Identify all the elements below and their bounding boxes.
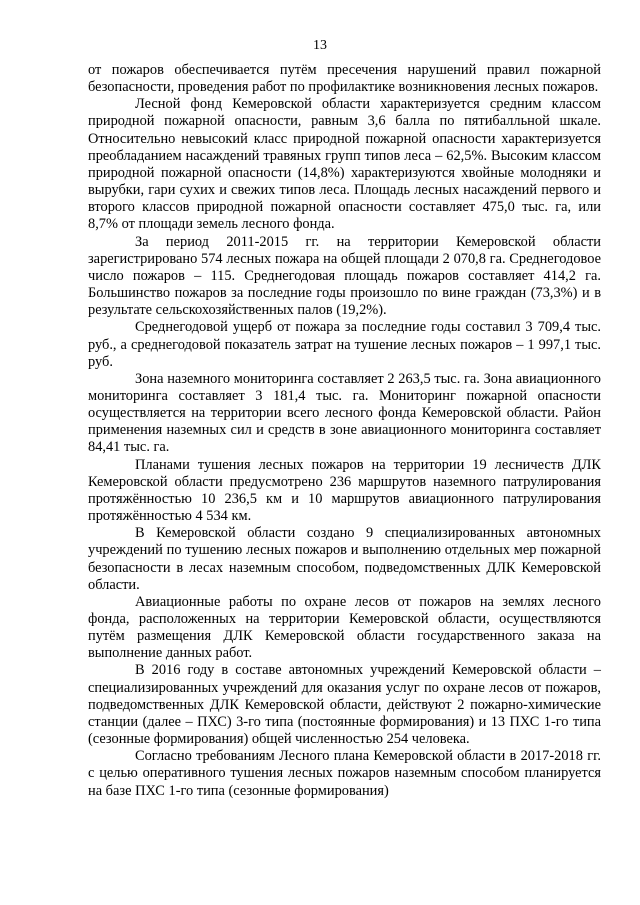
paragraph-1: от пожаров обеспечивается путём пресечения нарушений правил пожарной безопасности, проведения работ по профилактике возникновения лесных пожаров. [88,62,601,96]
paragraph-9: В 2016 году в составе автономных учреждений Кемеровской области – специализированных учреждений для оказания услуг по охране лесов от пожаров, подведомственных ДЛК Кемеровской области, действуют 2 пожарно-химические станции (далее – ПХС) 3-го типа (постоянные формирования) и 13 ПХС 1-го типа (сезонные формирования) общей численностью 254 человека. [88,662,601,748]
document-body [88,62,601,800]
paragraph-5: Зона наземного мониторинга составляет 2 263,5 тыс. га. Зона авиационного мониторинга составляет 3 181,4 тыс. га. Мониторинг пожарной опасности осуществляется на территории всего лесного фонда Кемеровской области. Район применения наземных сил и средств в зоне авиационного мониторинга составляет 84,41 тыс. га. [88,370,601,456]
paragraph-10: Согласно требованиям Лесного плана Кемеровской области в 2017-2018 гг. с целью оперативного тушения лесных пожаров наземным способом планируется на базе ПХС 1-го типа (сезонные формирования) [88,748,601,799]
paragraph-8: Авиационные работы по охране лесов от пожаров на землях лесного фонда, расположенных на территории Кемеровской области, осуществляются путём размещения ДЛК Кемеровской области государственного заказа на выполнение данных работ. [88,593,601,662]
paragraph-4: Среднегодовой ущерб от пожара за последние годы составил 3 709,4 тыс. руб., а среднегодовой показатель затрат на тушение лесных пожаров – 1 997,1 тыс. руб. [88,319,601,370]
paragraph-6: Планами тушения лесных пожаров на территории 19 лесничеств ДЛК Кемеровской области предусмотрено 236 маршрутов наземного патрулирования протяжённостью 10 236,5 км и 10 маршрутов авиационного патрулирования протяжённостью 4 534 км. [88,456,601,525]
paragraph-7: В Кемеровской области создано 9 специализированных автономных учреждений по тушению лесных пожаров и выполнению отдельных мер пожарной безопасности в лесах наземным способом, подведомственных ДЛК Кемеровской области. [88,525,601,593]
page-number: 13 [313,38,327,53]
paragraph-3: За период 2011-2015 гг. на территории Кемеровской области зарегистрировано 574 лесных пожара на общей площади 2 070,8 га. Среднегодовое число пожаров – 115. Среднегодовая площадь пожаров составляет 414,2 га. Большинство пожаров за последние годы произошло по вине граждан (73,3%) и в результате сельскохозяйственных палов (19,2%). [88,233,601,319]
paragraph-2: Лесной фонд Кемеровской области характеризуется средним классом природной пожарной опасности, равным 3,6 балла по пятибалльной шкале. Относительно невысокий класс природной пожарной опасности характеризуется преобладанием насаждений травяных групп типов леса – 62,5%. Высоким классом природной пожарной опасности (14,8%) характеризуются хвойные молодняки и вырубки, гари сухих и свежих типов леса. Площадь лесных насаждений первого и второго классов природной пожарной опасности составляет 475,0 тыс. га, или 8,7% от площади земель лесного фонда. [88,96,601,233]
